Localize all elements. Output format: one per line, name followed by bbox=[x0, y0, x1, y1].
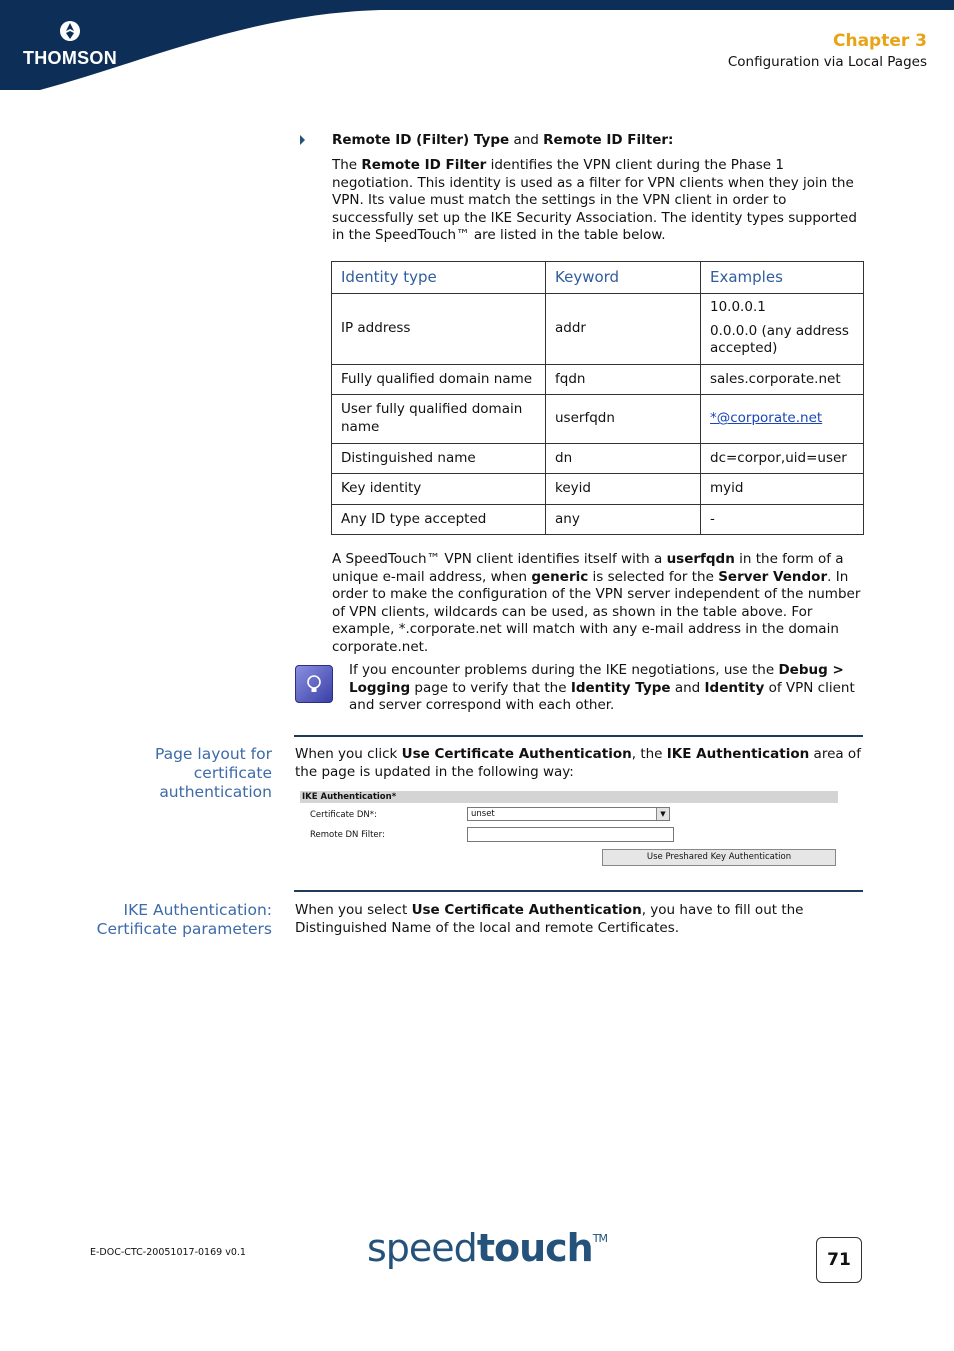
email-example-link[interactable]: *@corporate.net bbox=[710, 410, 823, 427]
para-bold: generic bbox=[531, 568, 589, 585]
layout-bold: IKE Authentication bbox=[666, 746, 810, 762]
logo-text: THOMSON bbox=[22, 48, 118, 68]
table-row bbox=[332, 504, 864, 535]
section-divider bbox=[294, 890, 863, 892]
table-cell: addr bbox=[546, 294, 701, 365]
remote-dn-filter-input[interactable] bbox=[467, 827, 674, 842]
brand-tm: TM bbox=[592, 1232, 607, 1245]
brand-thin: speed bbox=[367, 1226, 477, 1270]
intro-bold: Remote ID Filter bbox=[361, 157, 487, 173]
params-bold: Use Certificate Authentication bbox=[411, 902, 642, 918]
speedtouch-logo bbox=[367, 1226, 607, 1270]
para-text: in the form of a unique e-mail address, when bbox=[332, 551, 844, 585]
document-id: E-DOC-CTC-20051017-0169 v0.1 bbox=[90, 1247, 246, 1258]
example-value: 10.0.0.1 bbox=[710, 299, 766, 315]
intro-text: identifies the VPN client during the Phase 1 negotiation. This identity is used as a filter for VPN clients when they join the VPN. Its value must match the settings in the VPN client in order to successfully set up the IKE Security Association. The identity types supported in the SpeedTouch™ are listed in the table below. bbox=[332, 157, 857, 244]
table-cell: fqdn bbox=[546, 364, 701, 395]
page-number: 71 bbox=[816, 1237, 862, 1283]
params-text: , you have to fill out the Distinguished Name of the local and remote Certificates. bbox=[295, 902, 804, 936]
table-header-row bbox=[332, 262, 864, 294]
bullet-arrow-icon bbox=[300, 135, 305, 145]
chapter-subtitle: Configuration via Local Pages bbox=[727, 54, 927, 70]
side-title-line: Certificate parameters bbox=[96, 920, 272, 938]
table-row bbox=[332, 364, 864, 395]
side-title-line: authentication bbox=[159, 783, 272, 801]
tip-part: If you encounter problems during the IKE negotiations, use the bbox=[349, 662, 779, 678]
tip-part: of VPN client and server correspond with each other. bbox=[349, 679, 855, 714]
para-text: . In order to make the configuration of the VPN server independent of the number of VPN clients, wildcards can be used, as shown in the table above. For example, *.corporate.net will match with any e-mail address in the domain corporate.net. bbox=[332, 568, 861, 655]
table-cell: Fully qualified domain name bbox=[332, 364, 546, 395]
chevron-down-icon[interactable]: ▼ bbox=[656, 808, 669, 820]
table-cell bbox=[701, 294, 864, 365]
certificate-dn-value: unset bbox=[471, 809, 495, 819]
thomson-emblem-icon bbox=[59, 20, 81, 42]
table-header-cell: Keyword bbox=[546, 262, 701, 294]
table-header-cell: Identity type bbox=[332, 262, 546, 294]
remote-id-intro bbox=[332, 157, 864, 245]
thomson-logo bbox=[22, 20, 118, 69]
remote-id-heading bbox=[332, 132, 864, 150]
identity-type-table bbox=[331, 261, 864, 535]
chapter-heading bbox=[728, 31, 927, 70]
use-preshared-key-button[interactable]: Use Preshared Key Authentication bbox=[602, 849, 836, 866]
certificate-dn-label: Certificate DN*: bbox=[310, 810, 377, 820]
table-cell: Distinguished name bbox=[332, 443, 546, 474]
side-title-line: certificate bbox=[193, 764, 272, 782]
table-cell: dc=corpor,uid=user bbox=[701, 443, 864, 474]
table-cell: IP address bbox=[332, 294, 546, 365]
table-row bbox=[332, 294, 864, 365]
table-cell bbox=[701, 395, 864, 443]
heading-and: and bbox=[509, 132, 544, 148]
tip-bold: Debug > Logging bbox=[349, 662, 844, 696]
tip-bold: Identity Type bbox=[570, 679, 671, 696]
para-bold: Server Vendor bbox=[718, 568, 828, 585]
side-title-line: Page layout for bbox=[154, 745, 272, 763]
para-bold: userfqdn bbox=[666, 551, 735, 567]
section-title-ike-params bbox=[97, 901, 272, 939]
tip-bold: Identity bbox=[704, 679, 765, 696]
remote-dn-filter-label: Remote DN Filter: bbox=[310, 830, 385, 840]
intro-text: The bbox=[332, 157, 362, 173]
lightbulb-icon bbox=[296, 666, 332, 702]
table-cell: userfqdn bbox=[546, 395, 701, 443]
table-cell: myid bbox=[701, 474, 864, 505]
params-text: When you select bbox=[295, 902, 412, 918]
table-header-cell: Examples bbox=[701, 262, 864, 294]
section-divider bbox=[294, 735, 863, 737]
heading-colon: : bbox=[668, 132, 674, 148]
ike-params-text bbox=[295, 902, 865, 937]
heading-bold-type: Remote ID (Filter) Type bbox=[332, 132, 510, 148]
layout-bold: Use Certificate Authentication bbox=[401, 746, 632, 762]
layout-text: When you click bbox=[295, 746, 402, 762]
ike-authentication-panel bbox=[300, 791, 838, 869]
section-title-page-layout bbox=[155, 745, 272, 802]
table-row bbox=[332, 443, 864, 474]
table-cell: Any ID type accepted bbox=[332, 504, 546, 535]
page-layout-text bbox=[295, 746, 865, 781]
layout-text: , the bbox=[631, 746, 667, 762]
example-value: 0.0.0.0 (any address accepted) bbox=[710, 322, 849, 357]
table-cell: dn bbox=[546, 443, 701, 474]
lightbulb-tip-icon bbox=[295, 665, 333, 703]
chapter-title: Chapter 3 bbox=[832, 31, 927, 51]
para-text: A SpeedTouch™ VPN client identifies itself with a bbox=[332, 551, 667, 567]
side-title-line: IKE Authentication: bbox=[123, 901, 272, 919]
layout-text: area of the page is updated in the following way: bbox=[295, 746, 861, 780]
client-paragraph bbox=[332, 551, 864, 657]
tip-part: page to verify that the bbox=[410, 679, 571, 696]
brand-bold: touch bbox=[476, 1226, 593, 1270]
para-text: is selected for the bbox=[588, 568, 719, 585]
table-cell: - bbox=[701, 504, 864, 535]
tip-text bbox=[349, 662, 864, 715]
table-cell: User fully qualified domain name bbox=[332, 395, 546, 443]
certificate-dn-select[interactable] bbox=[467, 807, 670, 821]
table-row bbox=[332, 474, 864, 505]
table-cell: any bbox=[546, 504, 701, 535]
table-cell: Key identity bbox=[332, 474, 546, 505]
table-row bbox=[332, 395, 864, 443]
table-cell: sales.corporate.net bbox=[701, 364, 864, 395]
table-cell: keyid bbox=[546, 474, 701, 505]
tip-part: and bbox=[670, 679, 705, 696]
heading-bold-filter: Remote ID Filter bbox=[543, 132, 669, 148]
ike-panel-title: IKE Authentication* bbox=[300, 791, 838, 803]
